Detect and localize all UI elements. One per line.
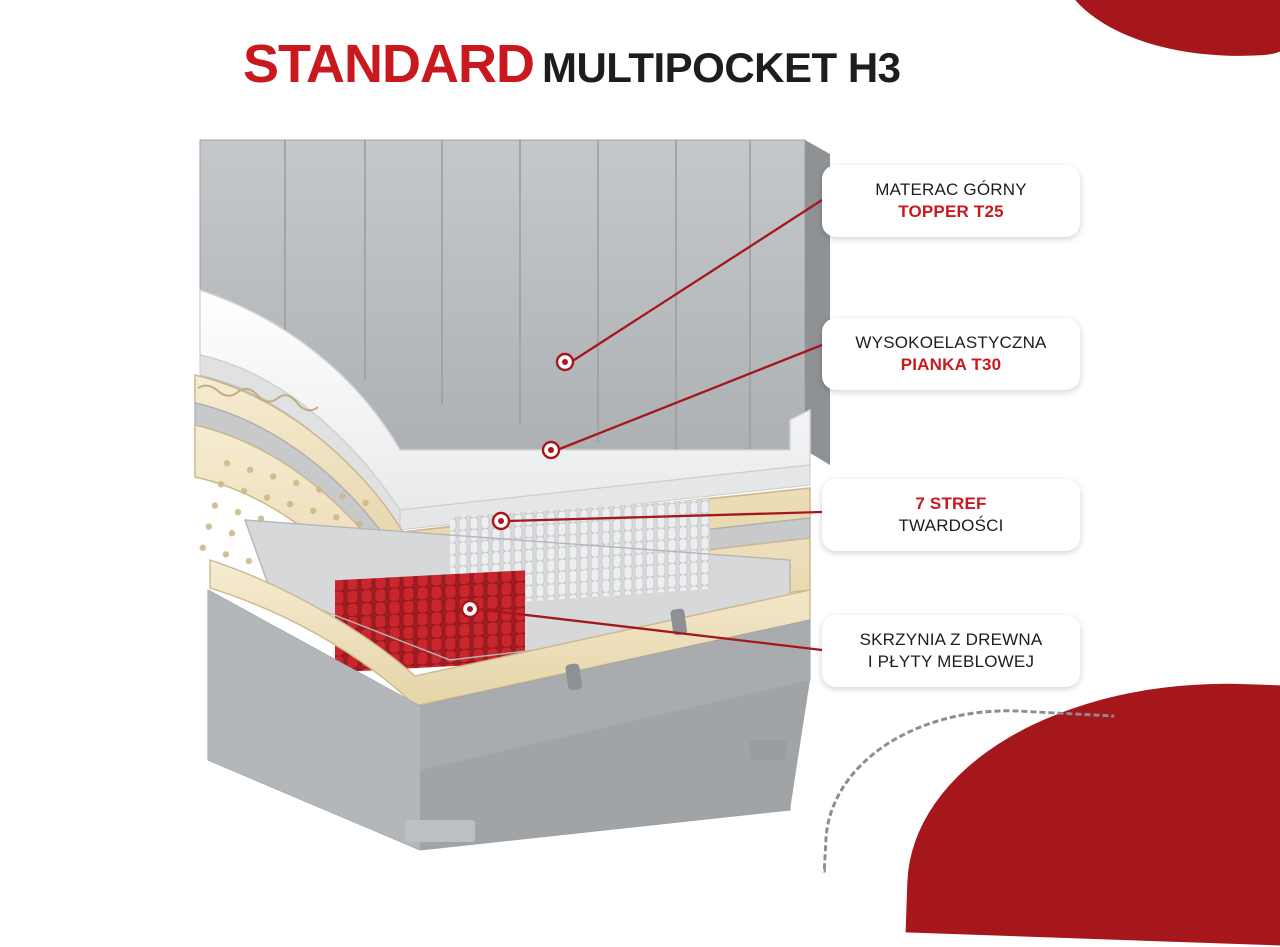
- callout-foam: [822, 318, 1080, 390]
- callout-box-line2: I PŁYTY MEBLOWEJ: [867, 651, 1035, 671]
- decor-swoosh-top: [1056, 0, 1280, 69]
- callout-box: [822, 615, 1080, 687]
- callout-box-line1: SKRZYNIA Z DREWNA: [859, 630, 1043, 649]
- bed-cutaway-illustration: [150, 120, 850, 860]
- callout-topper: [822, 165, 1080, 237]
- page-title-rest: MULTIPOCKET H3: [541, 44, 901, 91]
- page-title: [243, 33, 901, 95]
- callout-zones: [822, 479, 1080, 551]
- bed-leg-back: [750, 740, 786, 760]
- callout-topper-line2: TOPPER T25: [898, 201, 1004, 221]
- bed-leg-front: [405, 820, 475, 842]
- callout-zones-line1: 7 STREF: [915, 494, 987, 513]
- callout-topper-line1: MATERAC GÓRNY: [875, 180, 1027, 199]
- callout-foam-line2: PIANKA T30: [900, 354, 1002, 374]
- callout-foam-line1: WYSOKOELASTYCZNA: [855, 333, 1047, 352]
- callout-zones-line2: TWARDOŚCI: [898, 515, 1004, 535]
- page-title-bold: STANDARD: [243, 34, 534, 94]
- decor-dashed-curve: [823, 700, 1115, 888]
